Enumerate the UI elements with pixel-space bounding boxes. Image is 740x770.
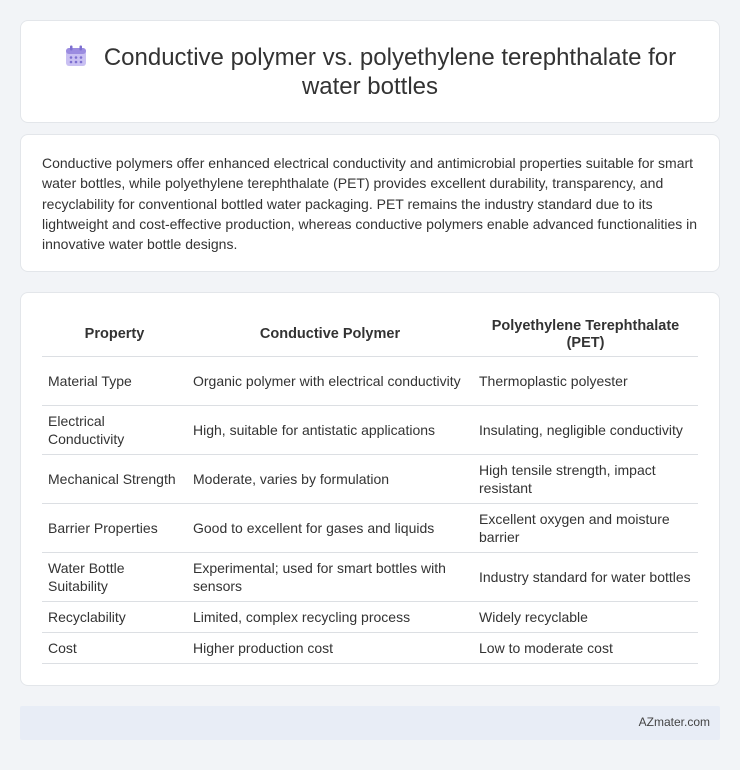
header-pet: Polyethylene Terephthalate (PET) <box>473 314 698 356</box>
summary-card <box>20 134 720 272</box>
table-row <box>42 632 698 663</box>
table-cell: Water Bottle Suitability <box>42 552 187 601</box>
page-title <box>21 43 719 101</box>
table-cell: Material Type <box>42 356 187 405</box>
table-cell: High tensile strength, impact resistant <box>473 454 698 503</box>
table-cell: Good to excellent for gases and liquids <box>187 503 473 552</box>
table-cell: Mechanical Strength <box>42 454 187 503</box>
table-row <box>42 356 698 405</box>
table-cell: Organic polymer with electrical conductivity <box>187 356 473 405</box>
title-card <box>20 20 720 123</box>
table-cell: Recyclability <box>42 601 187 632</box>
table-cell: Electrical Conductivity <box>42 405 187 454</box>
table-cell: Industry standard for water bottles <box>473 552 698 601</box>
table-cell: Insulating, negligible conductivity <box>473 405 698 454</box>
footer-brand[interactable]: AZmater.com <box>638 715 710 729</box>
comparison-card <box>20 292 720 686</box>
table-row <box>42 405 698 454</box>
header-property: Property <box>42 314 187 356</box>
table-cell: Widely recyclable <box>473 601 698 632</box>
comparison-table <box>42 314 698 664</box>
table-row <box>42 503 698 552</box>
table-row <box>42 552 698 601</box>
header-conductive-polymer: Conductive Polymer <box>187 314 473 356</box>
table-cell: High, suitable for antistatic applications <box>187 405 473 454</box>
table-row <box>42 454 698 503</box>
title-line-1: Conductive polymer vs. polyethylene terephthalate for <box>103 44 677 71</box>
table-cell: Thermoplastic polyester <box>473 356 698 405</box>
table-cell: Moderate, varies by formulation <box>187 454 473 503</box>
table-header-row <box>42 314 698 356</box>
calendar-icon <box>64 44 88 68</box>
title-line-2: water bottles <box>301 73 439 100</box>
table-cell: Experimental; used for smart bottles with sensors <box>187 552 473 601</box>
table-cell: Limited, complex recycling process <box>187 601 473 632</box>
table-row <box>42 601 698 632</box>
table-cell: Cost <box>42 632 187 663</box>
summary-text: Conductive polymers offer enhanced electrical conductivity and antimicrobial properties suitable for smart water bottles, while polyethylene terephthalate (PET) provides excellent durability, transparency, and recyclability for conventional bottled water packaging. PET remains the industry standard due to its lightweight and cost-effective production, whereas conductive polymers enable advanced functionalities in innovative water bottle designs. <box>42 155 698 253</box>
table-cell: Low to moderate cost <box>473 632 698 663</box>
table-cell: Higher production cost <box>187 632 473 663</box>
footer-bar <box>20 706 720 740</box>
table-cell: Excellent oxygen and moisture barrier <box>473 503 698 552</box>
table-cell: Barrier Properties <box>42 503 187 552</box>
